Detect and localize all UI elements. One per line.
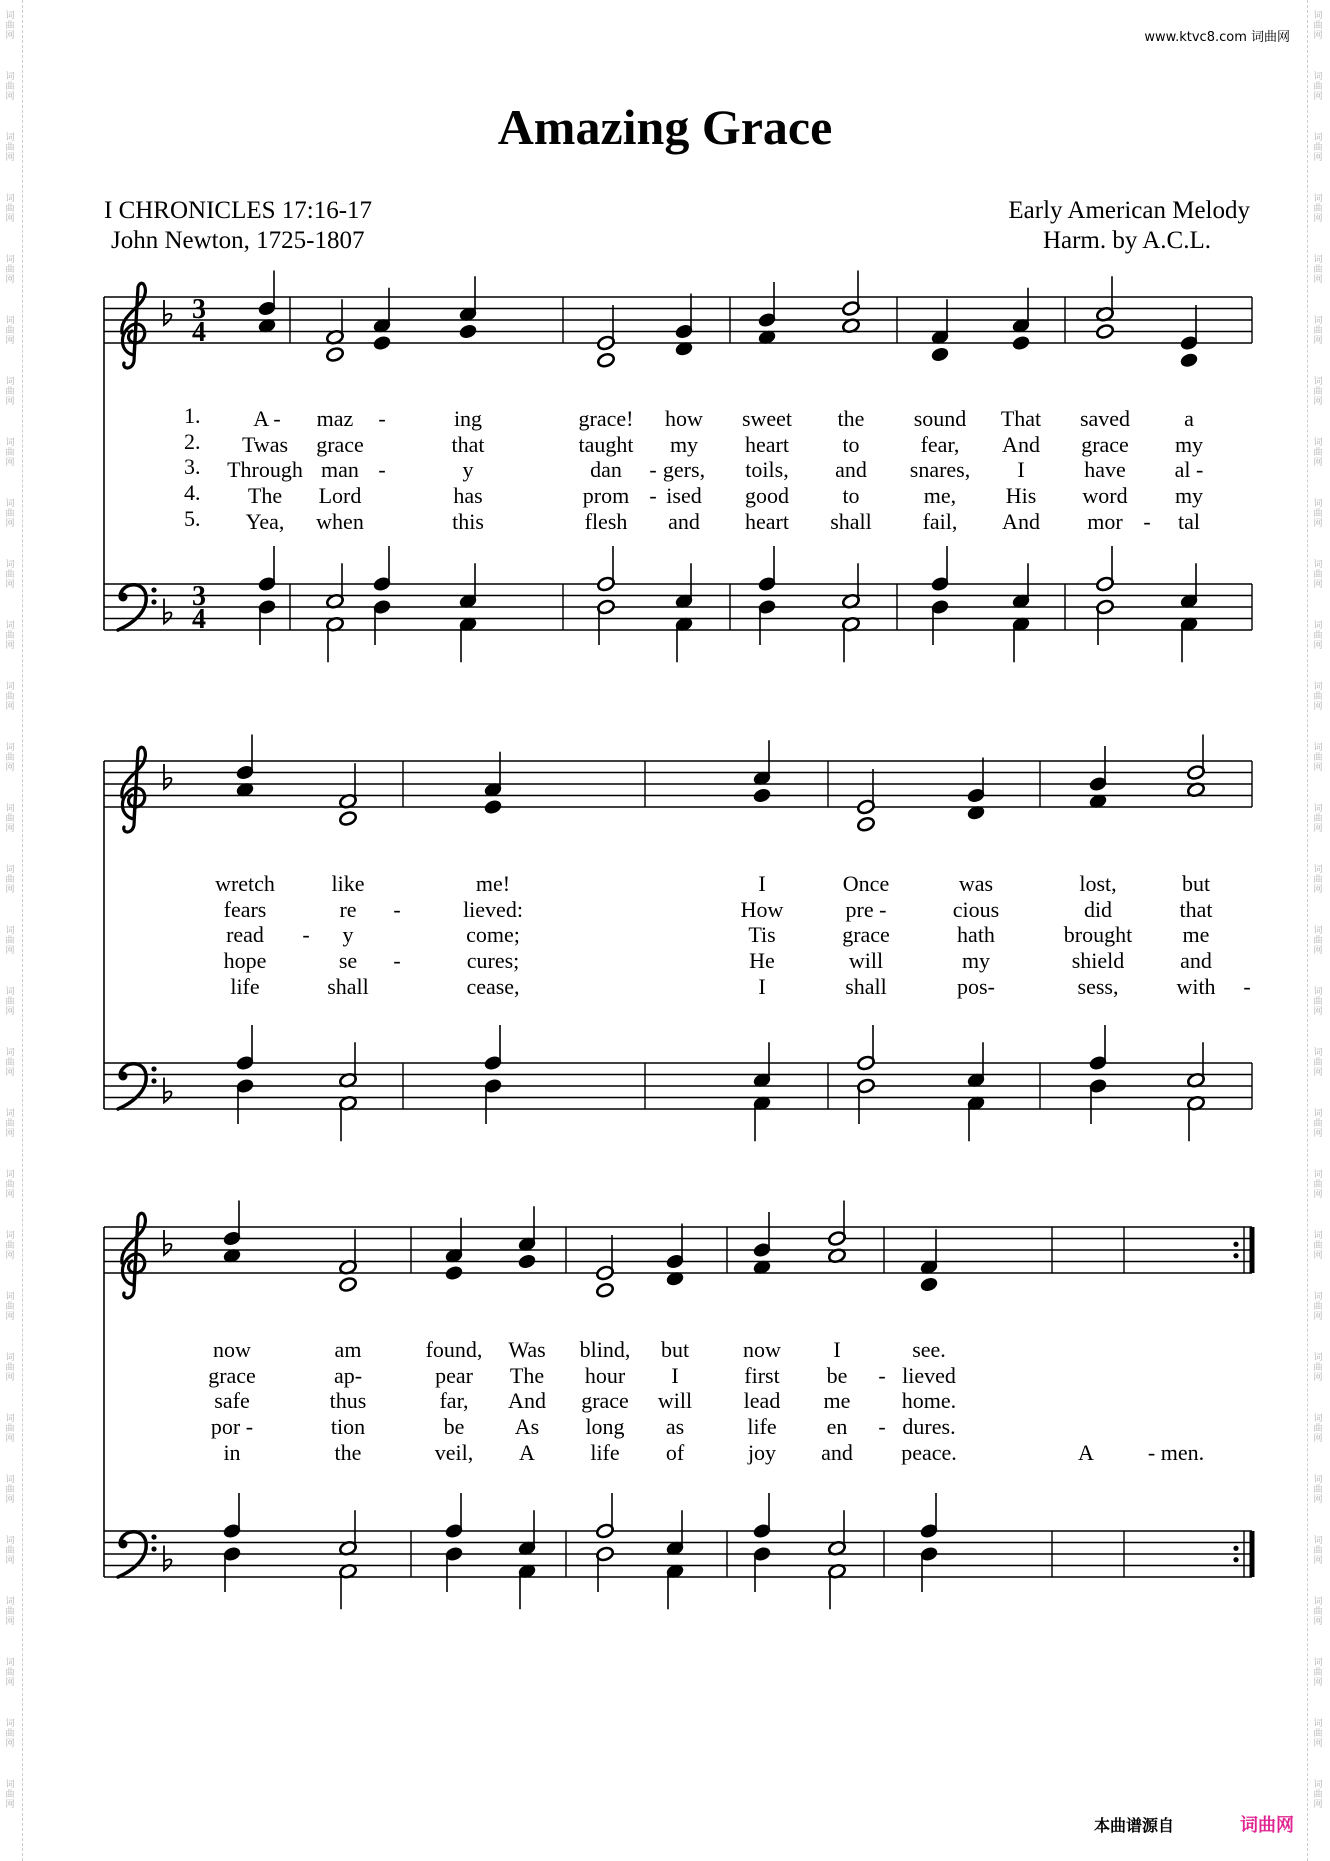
page-title: Amazing Grace [497, 99, 833, 155]
side-watermark-label: 词曲网 [5, 1718, 15, 1748]
side-watermark-label: 词曲网 [5, 193, 15, 223]
side-watermark-label: 词曲网 [5, 620, 15, 650]
repeat-dot [1233, 1253, 1238, 1258]
lyric-syllable: saved [1079, 406, 1131, 431]
lyric-syllable: blind, [579, 1337, 631, 1362]
lyric-syllable: my [961, 948, 991, 974]
side-watermark-label: 词曲网 [1313, 742, 1323, 772]
lyric-syllable: I [758, 871, 766, 896]
side-watermark-label: 词曲网 [1313, 498, 1323, 528]
lyric-syllable: hour [584, 1362, 626, 1388]
lyric-syllable: wretch [215, 871, 275, 896]
lyric-syllable: How [740, 896, 784, 922]
lyric-syllable: That [1000, 406, 1042, 431]
side-watermark-label: 词曲网 [5, 10, 15, 40]
lyric-syllable: home. [901, 1388, 957, 1414]
lyric-syllable: shall [845, 973, 887, 999]
side-watermark-label: 词曲网 [5, 1169, 15, 1199]
side-watermark-label: 词曲网 [1313, 1108, 1323, 1138]
lyric-syllable: taught [578, 431, 634, 457]
lyric-syllable: And [508, 1388, 546, 1414]
bass-clef-dot [119, 1072, 128, 1081]
side-watermark-label: 词曲网 [1313, 315, 1323, 345]
side-watermark-label: 词曲网 [5, 1535, 15, 1565]
side-watermark-label: 词曲网 [1313, 559, 1323, 589]
lyric-syllable: Once [842, 871, 890, 896]
side-watermark-label: 词曲网 [1313, 681, 1323, 711]
lyric-syllable: fears [223, 896, 267, 922]
lyric-syllable: brought [1063, 922, 1133, 948]
lyric-syllable: - [393, 896, 401, 922]
lyric-syllable: first [744, 1362, 780, 1388]
lyric-syllable: thus [329, 1388, 367, 1414]
lyric-syllable: sound [913, 406, 967, 431]
lyric-syllable: cious [952, 896, 1000, 922]
bass-clef-dot [151, 599, 156, 604]
notehead [752, 787, 771, 803]
notehead [325, 346, 344, 362]
side-watermark-label: 词曲网 [1313, 1657, 1323, 1687]
side-watermark-label: 词曲网 [1313, 803, 1323, 833]
lyric-syllable: that [451, 431, 485, 457]
time-signature-digit: 3 [192, 581, 206, 612]
lyric-syllable: - men. [1147, 1439, 1205, 1465]
lyric-syllable: and [835, 457, 867, 483]
repeat-dot [1233, 1546, 1238, 1551]
notehead [1095, 323, 1114, 339]
side-watermark-label: 词曲网 [5, 1413, 15, 1443]
lyric-syllable: - [378, 406, 386, 431]
lyric-syllable: And [1002, 508, 1040, 534]
lyric-syllable: se [338, 948, 358, 974]
side-watermark-label: 词曲网 [5, 437, 15, 467]
lyric-syllable: - [649, 483, 657, 509]
flat-sign [164, 1078, 172, 1103]
side-watermark-label: 词曲网 [1313, 254, 1323, 284]
lyric-syllable: be [826, 1362, 848, 1388]
lyric-syllable: - [302, 922, 310, 948]
side-watermark-label: 词曲网 [1313, 925, 1323, 955]
notehead [372, 335, 391, 351]
lyric-syllable: I [833, 1337, 841, 1362]
lyric-syllable: pear [435, 1362, 473, 1388]
lyric-syllable: in [223, 1439, 241, 1465]
lyric-syllable: as [665, 1414, 685, 1440]
lyric-syllable: He [749, 948, 775, 974]
side-watermark-label: 词曲网 [5, 132, 15, 162]
scripture-reference: I CHRONICLES 17:16-17 [104, 197, 373, 224]
lyric-syllable: flesh [584, 508, 628, 534]
bass-clef-dot [119, 593, 128, 602]
lyricist-credit: John Newton, 1725-1807 [111, 227, 365, 254]
side-watermark-label: 词曲网 [1313, 1047, 1323, 1077]
lyric-syllable: cease, [466, 973, 520, 999]
lyric-syllable: me [823, 1388, 851, 1414]
bass-clef-dot [151, 1078, 156, 1083]
verse-number: 2. [184, 428, 201, 454]
notehead [444, 1265, 463, 1281]
lyric-syllable: and [1180, 948, 1212, 974]
lyric-syllable: far, [439, 1388, 469, 1414]
side-watermark-label: 词曲网 [5, 376, 15, 406]
side-watermark-label: 词曲网 [1313, 1596, 1323, 1626]
flat-sign [164, 1230, 172, 1255]
lyric-syllable: I [671, 1362, 679, 1388]
lyric-syllable: my [669, 431, 699, 457]
lyric-syllable: snares, [909, 457, 971, 483]
notehead [338, 810, 357, 826]
lyric-syllable: with [1176, 973, 1216, 999]
lyric-syllable: my [1174, 483, 1204, 509]
lyric-syllable: y [462, 457, 474, 483]
side-watermark-label: 词曲网 [1313, 986, 1323, 1016]
lyric-syllable: The [247, 483, 283, 509]
side-watermark-label: 词曲网 [5, 1047, 15, 1077]
notehead [856, 816, 875, 832]
lyric-syllable: lost, [1079, 871, 1117, 896]
side-watermark-label: 词曲网 [1313, 1413, 1323, 1443]
side-watermark-label: 词曲网 [1313, 1352, 1323, 1382]
lyric-syllable: Lord [318, 483, 362, 509]
side-watermark-label: 词曲网 [1313, 376, 1323, 406]
lyric-syllable: tion [330, 1414, 366, 1440]
treble-clef [122, 1213, 146, 1298]
lyric-syllable: good [745, 483, 789, 509]
lyric-syllable: to [842, 483, 860, 509]
lyric-syllable: be [443, 1414, 465, 1440]
lyric-syllable: re [339, 896, 357, 922]
treble-clef [122, 747, 146, 832]
lyric-syllable: me, [923, 483, 957, 509]
lyric-syllable: Through [227, 457, 303, 483]
harmony-credit: Harm. by A.C.L. [1042, 227, 1211, 254]
lyric-syllable: will [848, 948, 884, 974]
lyric-syllable: veil, [434, 1439, 474, 1465]
key-signatures [164, 300, 172, 1571]
side-watermark-label: 词曲网 [1313, 71, 1323, 101]
lyric-syllable: and [668, 508, 700, 534]
notehead [458, 323, 477, 339]
lyric-syllable: will [657, 1388, 693, 1414]
lyric-syllable: As [514, 1414, 540, 1440]
lyric-syllable: Tis [748, 922, 776, 948]
lyric-syllable: ised [666, 483, 702, 509]
side-watermark-label: 词曲网 [5, 986, 15, 1016]
side-watermark-label: 词曲网 [1313, 1169, 1323, 1199]
lyric-syllable: tal [1178, 508, 1200, 534]
lyric-syllable: joy [747, 1439, 777, 1465]
lyric-syllable: lead [743, 1388, 781, 1414]
lyric-syllable: shall [830, 508, 872, 534]
footer-site-link[interactable]: 词曲网 [1240, 1815, 1294, 1836]
flat-sign [164, 300, 172, 325]
lyric-syllable: - [878, 1414, 886, 1440]
side-watermark-label: 词曲网 [5, 1596, 15, 1626]
lyric-syllable: dan [590, 457, 622, 483]
lyric-syllable: fear, [920, 431, 960, 457]
lyric-syllable: am [334, 1337, 362, 1362]
side-watermark-label: 词曲网 [1313, 1779, 1323, 1809]
notehead [1011, 335, 1030, 351]
side-watermark-label: 词曲网 [5, 559, 15, 589]
lyric-syllable: of [665, 1439, 685, 1465]
time-signature-digit: 3 [192, 294, 206, 325]
lyric-syllable: to [842, 431, 860, 457]
side-watermark-label: 词曲网 [5, 315, 15, 345]
verse-number: 5. [184, 505, 201, 531]
flat-sign [164, 1546, 172, 1571]
notehead [595, 1282, 614, 1298]
lyric-syllable: when [316, 508, 364, 534]
flat-sign [164, 599, 172, 624]
lyric-syllable: grace [316, 431, 364, 457]
side-watermark-label: 词曲网 [5, 681, 15, 711]
side-watermark-label: 词曲网 [1313, 1291, 1323, 1321]
lyric-syllable: A [519, 1439, 535, 1465]
lyric-syllable: maz [316, 406, 354, 431]
lyric-syllable: - [378, 457, 386, 483]
lyric-syllable: this [452, 508, 484, 534]
repeat-dot [1233, 1242, 1238, 1247]
verse-number: 1. [184, 403, 201, 428]
side-watermark-label: 词曲网 [5, 925, 15, 955]
repeat-dot [1233, 1557, 1238, 1562]
side-watermark-label: 词曲网 [5, 254, 15, 284]
time-signature-digit: 4 [192, 317, 206, 348]
flat-sign [164, 764, 172, 789]
side-watermark-label: 词曲网 [1313, 10, 1323, 40]
side-watermark-label: 词曲网 [1313, 1230, 1323, 1260]
lyric-syllable: ing [453, 406, 483, 431]
lyric-syllable: have [1084, 457, 1126, 483]
lyric-syllable: has [453, 483, 483, 509]
lyric-syllable: hope [223, 948, 267, 974]
lyric-syllable: hath [957, 922, 995, 948]
lyric-syllable: sweet [741, 406, 793, 431]
lyric-syllable: come; [466, 922, 520, 948]
lyric-syllable: lieved: [463, 896, 523, 922]
lyric-syllable: - [649, 457, 657, 483]
treble-clef [122, 283, 146, 368]
lyric-syllable: A [1078, 1439, 1094, 1465]
lyric-syllable: por - [210, 1414, 254, 1440]
side-watermark-label: 词曲网 [5, 742, 15, 772]
lyric-syllable: Twas [241, 431, 289, 457]
lyric-syllable: I [1017, 457, 1025, 483]
lyric-syllable: man [321, 457, 359, 483]
side-watermark-label: 词曲网 [5, 1230, 15, 1260]
notehead [483, 799, 502, 815]
side-watermark-label: 词曲网 [5, 1352, 15, 1382]
melody-credit: Early American Melody [1008, 197, 1250, 224]
lyric-syllable: word [1082, 483, 1128, 509]
lyric-syllable: cures; [466, 948, 520, 974]
lyric-syllable: read [226, 922, 264, 948]
notes [222, 271, 1205, 1610]
lyric-syllable: gers, [662, 457, 706, 483]
lyric-syllable: - [1243, 973, 1251, 999]
side-watermark-label: 词曲网 [5, 1474, 15, 1504]
lyric-syllable: A - [253, 406, 281, 431]
bass-clef-dot [151, 1546, 156, 1551]
side-watermark-label: 词曲网 [5, 864, 15, 894]
bass-clef-dot [119, 1540, 128, 1549]
lyric-syllable: toils, [745, 457, 789, 483]
lyric-syllable: dures. [902, 1414, 956, 1440]
lyric-syllable: me! [475, 871, 511, 896]
lyric-syllable: the [837, 406, 865, 431]
lyric-syllable: my [1174, 431, 1204, 457]
lyric-syllable: prom [582, 483, 630, 509]
clefs [118, 283, 157, 1577]
lyric-syllable: His [1005, 483, 1037, 509]
lyric-syllable: - [878, 1362, 886, 1388]
lyric-syllable: heart [745, 508, 789, 534]
time-signature-digit: 4 [192, 604, 206, 635]
notehead [930, 346, 949, 362]
side-watermark-label: 词曲网 [1313, 620, 1323, 650]
notehead [517, 1253, 536, 1269]
footer-source-label: 本曲谱源自 [1094, 1816, 1175, 1835]
side-watermark-label: 词曲网 [1313, 132, 1323, 162]
lyric-syllable: the [334, 1439, 362, 1465]
lyric-syllable: Yea, [245, 508, 285, 534]
lyric-syllable: me [1182, 922, 1210, 948]
lyric-syllable: life [230, 973, 260, 999]
lyric-syllable: en [826, 1414, 848, 1440]
lyric-syllable: life [590, 1439, 620, 1465]
lyric-syllable: I [758, 973, 766, 999]
lyric-syllable: did [1083, 896, 1113, 922]
lyric-syllable: grace [581, 1388, 629, 1414]
lyric-syllable: grace [842, 922, 890, 948]
side-watermark-label: 词曲网 [5, 1779, 15, 1809]
lyric-syllable: shall [327, 973, 369, 999]
notehead [919, 1276, 938, 1292]
bass-clef-dot [151, 1066, 156, 1071]
lyric-syllable: see. [912, 1337, 946, 1362]
notehead [596, 352, 615, 368]
lyric-syllable: ap- [333, 1362, 363, 1388]
side-watermark-label: 词曲网 [1313, 864, 1323, 894]
lyric-syllable: pre - [845, 896, 887, 922]
lyric-syllable: but [1181, 871, 1211, 896]
lyric-syllable: pos- [957, 973, 995, 999]
lyric-syllable: al - [1174, 457, 1204, 483]
lyric-syllable: long [585, 1414, 625, 1440]
lyric-syllable: how [665, 406, 703, 431]
side-watermark-label: 词曲网 [1313, 437, 1323, 467]
site-url[interactable]: www.ktvc8.com 词曲网 [1144, 30, 1290, 45]
side-watermark-label: 词曲网 [5, 71, 15, 101]
lyric-syllable: lieved [902, 1362, 956, 1388]
lyric-syllable: found, [425, 1337, 483, 1362]
side-watermark-label: 词曲网 [5, 1108, 15, 1138]
verse-number: 4. [184, 480, 201, 506]
bass-clef-dot [151, 587, 156, 592]
lyric-syllable: heart [745, 431, 789, 457]
lyric-syllable: life [747, 1414, 777, 1440]
bass-clef-dot [151, 1534, 156, 1539]
lyric-syllable: a [1184, 406, 1194, 431]
lyric-syllable: - [393, 948, 401, 974]
lyric-syllable: grace [1081, 431, 1129, 457]
lyric-syllable: y [342, 922, 354, 948]
lyric-syllable: - [1143, 508, 1151, 534]
side-watermark-label: 词曲网 [1313, 1535, 1323, 1565]
side-watermark-label: 词曲网 [1313, 193, 1323, 223]
lyric-syllable: now [743, 1337, 781, 1362]
notehead [338, 1276, 357, 1292]
side-watermark-label: 词曲网 [5, 1657, 15, 1687]
lyric-syllable: safe [214, 1388, 250, 1414]
lyric-syllable: grace! [578, 406, 634, 431]
side-watermark-label: 词曲网 [5, 498, 15, 528]
lyric-syllable: peace. [901, 1439, 957, 1465]
lyric-syllable: but [660, 1337, 690, 1362]
lyric-syllable: sess, [1077, 973, 1119, 999]
side-watermark-label: 词曲网 [1313, 1474, 1323, 1504]
side-watermark-label: 词曲网 [1313, 1718, 1323, 1748]
notehead [1179, 352, 1198, 368]
lyric-syllable: like [331, 871, 365, 896]
lyric-syllable: mor [1087, 508, 1123, 534]
lyric-syllable: that [1179, 896, 1213, 922]
lyric-syllable: Was [508, 1337, 546, 1362]
lyric-syllable: and [821, 1439, 853, 1465]
lyric-syllable: fail, [922, 508, 958, 534]
side-watermark-label: 词曲网 [5, 803, 15, 833]
lyric-syllable: grace [208, 1362, 256, 1388]
lyric-syllable: now [213, 1337, 251, 1362]
lyric-syllable: was [958, 871, 994, 896]
lyric-syllable: The [509, 1362, 545, 1388]
side-watermark-label: 词曲网 [5, 1291, 15, 1321]
verse-number: 3. [184, 454, 201, 480]
lyric-syllable: shield [1071, 948, 1125, 974]
lyric-syllable: And [1002, 431, 1040, 457]
